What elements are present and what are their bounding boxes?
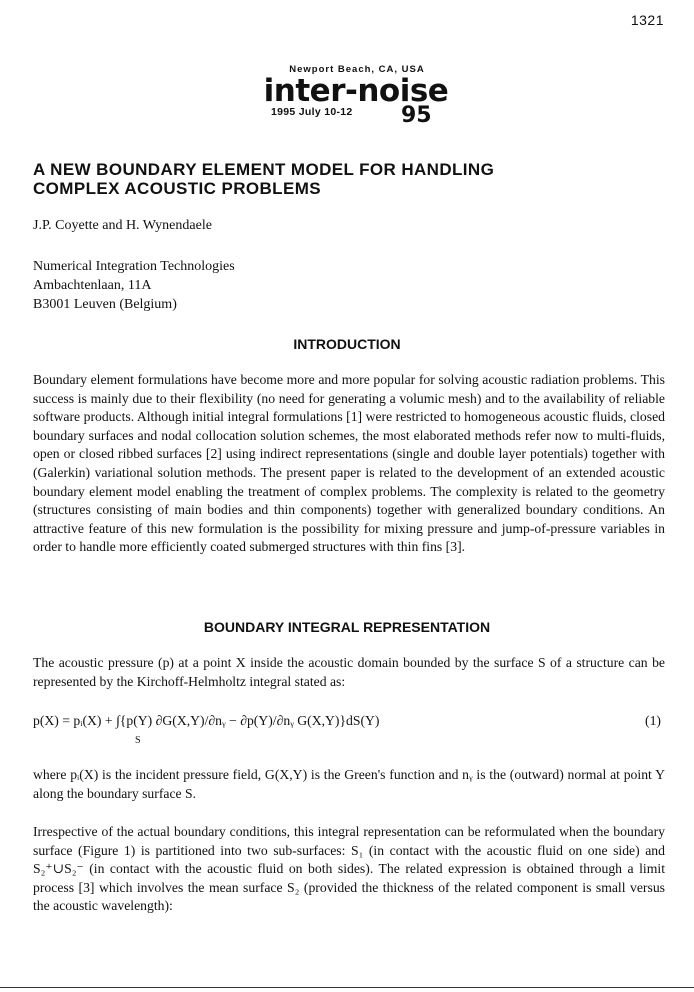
bir-paragraph-2: where pᵢ(X) is the incident pressure field, G(X,Y) is the Green's function and nᵧ is the (outward) normal at point Y along the boundary surface S. — [33, 767, 665, 801]
introduction-text: Boundary element formulations have become more and more popular for solving acoustic radiation problems. This success is mainly due to their flexibility (no need for generating a volumic mesh) and to the availability of reliable software products. Although initial integral formulations [1] were restricted to homogeneous acoustic fluids, closed boundary surfaces and nodal collocation solution schemes, the most elaborated methods refer now to multi-fluids, open or closed ribbed surfaces [2] using indirect representations (single and double layer potentials) together with (Galerkin) variational solution methods. The present paper is related to the development of an extended acoustic boundary element model enabling the treatment of complex problems. The complexity is related to the geometry (structures consisting of main bodies and thin components) together with generalized boundary conditions. An attractive feature of this new formulation is the possibility for mixing pressure and jump-of-pressure variables in order to handle more efficiently coated submerged structures with thin fins [3]. — [33, 372, 665, 555]
page-number: 1321 — [630, 12, 664, 28]
paper-title — [33, 160, 673, 198]
page-bottom-rule — [0, 987, 694, 988]
bir-heading: BOUNDARY INTEGRAL REPRESENTATION — [203, 619, 491, 635]
conference-location: Newport Beach, CA, USA — [289, 64, 425, 75]
title-line-1: A NEW BOUNDARY ELEMENT MODEL FOR HANDLING — [33, 160, 495, 179]
bir-paragraph-3: Irrespective of the actual boundary conditions, this integral representation can be reformulated when the boundary surface (Figure 1) is partitioned into two sub-surfaces: S₁ (in contact with the acoustic fluid on one side) and S₂⁺∪S₂⁻ (in contact with the acoustic fluid on both sides). The related expression is obtained through a limit process [3] which involves the mean surface S₂ (provided the thickness of the related component is small versus the acoustic wavelength): — [33, 824, 665, 914]
author-affiliation — [33, 257, 235, 314]
affiliation-org: Numerical Integration Technologies — [33, 259, 235, 274]
paper-authors: J.P. Coyette and H. Wynendaele — [33, 218, 212, 233]
equation-integral-subscript: S — [135, 735, 141, 746]
equation-expression: p(X) = pᵢ(X) + ∫{p(Y) ∂G(X,Y)/∂nᵧ − ∂p(Y)/∂nᵧ G(X,Y)}dS(Y) — [33, 713, 380, 728]
title-line-2: COMPLEX ACOUSTIC PROBLEMS — [33, 179, 321, 198]
conference-header — [0, 64, 694, 109]
equation-1 — [33, 713, 665, 753]
affiliation-city: B3001 Leuven (Belgium) — [33, 297, 177, 312]
conference-logo: inter-noise — [263, 73, 449, 109]
introduction-heading: INTRODUCTION — [293, 336, 401, 352]
conference-dates: 1995 July 10-12 — [271, 106, 353, 118]
bir-paragraph-1: The acoustic pressure (p) at a point X inside the acoustic domain bounded by the surface S of a structure can be represented by the Kirchoff-Helmholtz integral stated as: — [33, 655, 665, 689]
equation-number: (1) — [645, 713, 661, 728]
affiliation-street: Ambachtenlaan, 11A — [33, 278, 152, 293]
conference-year-mark: 95 — [401, 103, 432, 128]
